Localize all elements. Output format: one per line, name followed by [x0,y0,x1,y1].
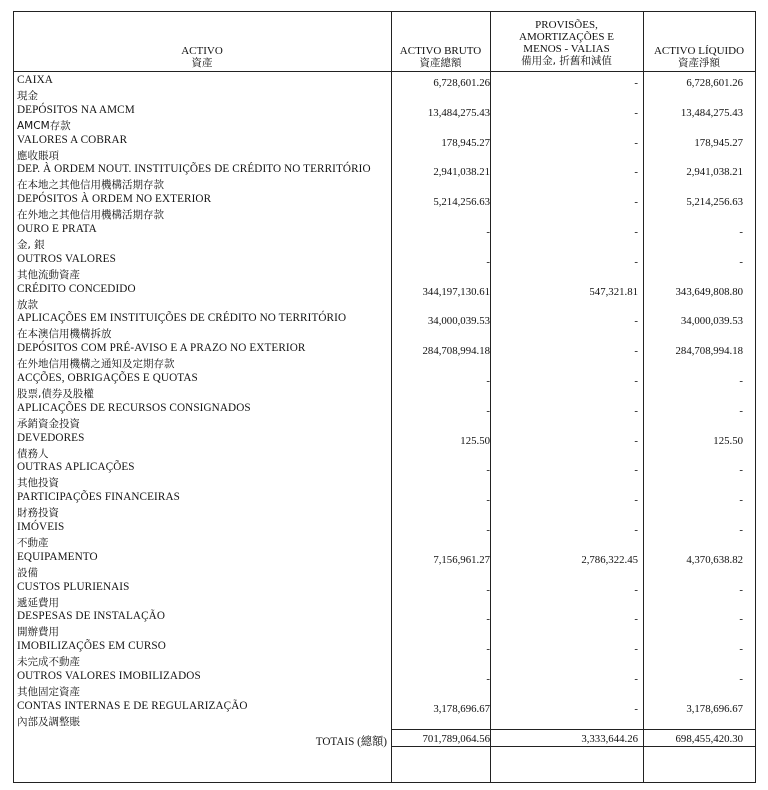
row-label-zh: 其他投資 [17,477,59,490]
row-provisoes: - [634,673,638,685]
row-activo-bruto: - [486,643,490,656]
row-activo-liquido: 6,728,601.26 [686,77,743,89]
table-row [13,371,756,401]
table-row [13,103,756,133]
row-activo-liquido: 125.50 [713,434,743,447]
header-activo-bruto-pt: ACTIVO BRUTO [399,45,482,57]
row-provisoes: - [634,524,638,536]
header-divider [13,71,756,72]
row-label-zh: AMCM存款 [17,119,71,132]
row-activo-liquido: 2,941,038.21 [686,166,743,179]
row-label-pt: OUTRAS APLICAÇÕES [17,461,135,474]
header-activo-liquido-pt: ACTIVO LÍQUIDO [653,45,745,57]
row-provisoes: - [634,702,638,715]
row-label-zh: 不動產 [17,537,49,549]
row-activo-bruto: 7,156,961.27 [433,553,490,566]
row-provisoes: 547,321.81 [589,285,638,298]
row-label-zh: 應收賬項 [17,149,59,162]
row-label-pt: DEPÓSITOS NA AMCM [17,103,135,116]
header-activo-liquido-zh: 資產淨額 [678,57,720,69]
row-activo-bruto: - [486,673,490,685]
row-provisoes: - [634,494,638,507]
row-label-zh: 在本澳信用機構拆放 [17,328,112,341]
table-row [13,639,756,669]
row-activo-bruto: - [486,226,490,238]
row-provisoes: - [634,375,638,387]
row-activo-liquido: - [739,226,743,238]
row-label-pt: CAIXA [17,74,53,86]
table-row [13,311,756,341]
row-activo-liquido: - [739,494,743,507]
header-provisoes-zh: 備用金, 折舊和減值 [521,55,612,67]
row-label-zh: 內部及調整賬 [17,715,80,728]
row-activo-bruto: 125.50 [460,434,490,447]
row-provisoes: - [634,106,638,119]
balance-sheet-table [13,11,756,783]
row-label-zh: 股票,債券及股權 [17,388,94,400]
table-row [13,282,756,312]
row-label-pt: CUSTOS PLURIENAIS [17,580,130,593]
row-label-zh: 設備 [17,566,38,579]
totals-provisoes: 3,333,644.26 [581,733,638,745]
row-label-pt: PARTICIPAÇÕES FINANCEIRAS [17,491,180,504]
row-label-pt: DESPESAS DE INSTALAÇÃO [17,610,165,623]
row-label-pt: CRÉDITO CONCEDIDO [17,282,136,295]
row-label-pt: DEP. À ORDEM NOUT. INSTITUIÇÕES DE CRÉDITO NO TERRITÓRIO [17,163,371,176]
row-label-pt: DEVEDORES [17,431,85,444]
row-activo-liquido: - [739,643,743,656]
row-activo-bruto: 3,178,696.67 [433,702,490,715]
row-label-zh: 在外地之其他信用機構活期存款 [17,209,164,222]
row-activo-bruto: - [486,524,490,536]
row-label-pt: OUTROS VALORES IMOBILIZADOS [17,670,201,682]
table-row [13,252,756,282]
table-row [13,580,756,610]
row-activo-liquido: - [739,375,743,387]
table-row [13,520,756,550]
row-activo-liquido: - [739,583,743,596]
row-provisoes: 2,786,322.45 [581,553,638,566]
row-activo-liquido: - [739,524,743,536]
row-provisoes: - [634,583,638,596]
header-provisoes-line2: AMORTIZAÇÕES E [519,31,614,43]
row-activo-bruto: - [486,613,490,626]
bottom-border [13,782,756,783]
row-label-pt: ACÇÕES, OBRIGAÇÕES E QUOTAS [17,372,198,384]
table-row [13,341,756,371]
row-activo-liquido: - [739,404,743,417]
table-row [13,699,756,729]
row-activo-liquido: - [739,673,743,685]
row-provisoes: - [634,345,638,358]
row-label-pt: OUTROS VALORES [17,252,116,265]
row-provisoes: - [634,613,638,626]
row-activo-liquido: 5,214,256.63 [686,196,743,209]
row-activo-bruto: 178,945.27 [441,136,490,149]
header-activo-zh: 資產 [191,57,213,69]
table-row [13,222,756,252]
row-activo-liquido: 3,178,696.67 [686,702,743,715]
row-activo-liquido: - [739,613,743,626]
row-activo-bruto: 34,000,039.53 [427,315,490,328]
row-provisoes: - [634,77,638,89]
row-activo-liquido: - [739,255,743,268]
table-row [13,550,756,580]
header-provisoes-line1: PROVISÕES, [535,19,598,31]
header-activo-pt: ACTIVO [181,45,223,57]
row-provisoes: - [634,255,638,268]
row-activo-liquido: 343,649,808.80 [675,285,743,298]
table-row [13,669,756,699]
totals-top-rule [391,729,755,730]
row-label-zh: 開辦費用 [17,626,59,639]
row-label-zh: 未完成不動產 [17,656,80,669]
row-activo-bruto: 2,941,038.21 [433,166,490,179]
header-provisoes-line3: MENOS - VALIAS [523,43,610,55]
row-label-pt: APLICAÇÕES EM INSTITUIÇÕES DE CRÉDITO NO TERRITÓRIO [17,312,347,325]
table-row [13,609,756,639]
row-activo-bruto: - [486,404,490,417]
row-label-zh: 其他固定資產 [17,686,80,698]
row-label-zh: 債務人 [17,447,49,460]
row-label-zh: 在本地之其他信用機構活期存款 [17,179,164,192]
row-activo-liquido: 4,370,638.82 [686,553,743,566]
row-label-zh: 在外地信用機構之通知及定期存款 [17,358,175,371]
table-row [13,431,756,461]
table-row [13,490,756,520]
row-provisoes: - [634,434,638,447]
row-label-zh: 放款 [17,298,38,311]
row-activo-bruto: 6,728,601.26 [433,77,490,89]
header-activo-bruto-zh: 資產總額 [419,57,462,69]
row-label-zh: 遞延費用 [17,596,59,609]
row-label-pt: APLICAÇÕES DE RECURSOS CONSIGNADOS [17,401,251,414]
row-label-pt: OURO E PRATA [17,223,97,235]
row-label-zh: 其他流動資產 [17,268,80,281]
row-activo-liquido: 34,000,039.53 [680,315,743,328]
row-activo-bruto: 284,708,994.18 [422,345,490,358]
row-label-pt: EQUIPAMENTO [17,550,98,563]
row-label-zh: 財務投資 [17,507,59,520]
row-activo-bruto: 344,197,130.61 [422,285,490,298]
row-activo-bruto: - [486,255,490,268]
row-label-pt: IMOBILIZAÇÕES EM CURSO [17,640,166,653]
row-label-zh: 承銷資金投資 [17,417,80,430]
top-border [13,11,756,12]
row-provisoes: - [634,166,638,179]
row-label-pt: DEPÓSITOS COM PRÉ-AVISO E A PRAZO NO EXTERIOR [17,342,306,355]
table-row [13,401,756,431]
row-provisoes: - [634,643,638,656]
row-provisoes: - [634,315,638,328]
row-activo-bruto: - [486,464,490,477]
row-activo-liquido: 178,945.27 [694,136,743,149]
row-provisoes: - [634,196,638,209]
row-label-pt: CONTAS INTERNAS E DE REGULARIZAÇÃO [17,699,248,712]
row-label-pt: IMÓVEIS [17,521,65,533]
row-activo-bruto: - [486,583,490,596]
totals-liquido: 698,455,420.30 [675,733,743,745]
row-label-zh: 金, 銀 [17,239,45,251]
header-activo-bruto [391,45,490,69]
row-activo-bruto: - [486,375,490,387]
row-activo-bruto: 5,214,256.63 [433,196,490,209]
table-row [13,133,756,163]
header-activo-liquido [643,45,755,69]
row-provisoes: - [634,226,638,238]
row-activo-liquido: - [739,464,743,477]
row-label-pt: DEPÓSITOS À ORDEM NO EXTERIOR [17,193,212,206]
totals-label: TOTAIS (總額) [315,736,387,748]
table-row [13,460,756,490]
header-provisoes [490,19,643,67]
row-activo-bruto: 13,484,275.43 [427,106,490,119]
table-row [13,192,756,222]
row-activo-liquido: 284,708,994.18 [675,345,743,358]
row-label-pt: VALORES A COBRAR [17,133,128,146]
row-label-zh: 現金 [17,90,38,102]
totals-bruto: 701,789,064.56 [422,733,490,745]
totals-bottom-rule [391,746,755,747]
row-provisoes: - [634,464,638,477]
row-activo-bruto: - [486,494,490,507]
header-activo [13,45,391,69]
table-row [13,162,756,192]
row-provisoes: - [634,404,638,417]
row-provisoes: - [634,136,638,149]
row-activo-liquido: 13,484,275.43 [680,106,743,119]
table-row [13,73,756,103]
